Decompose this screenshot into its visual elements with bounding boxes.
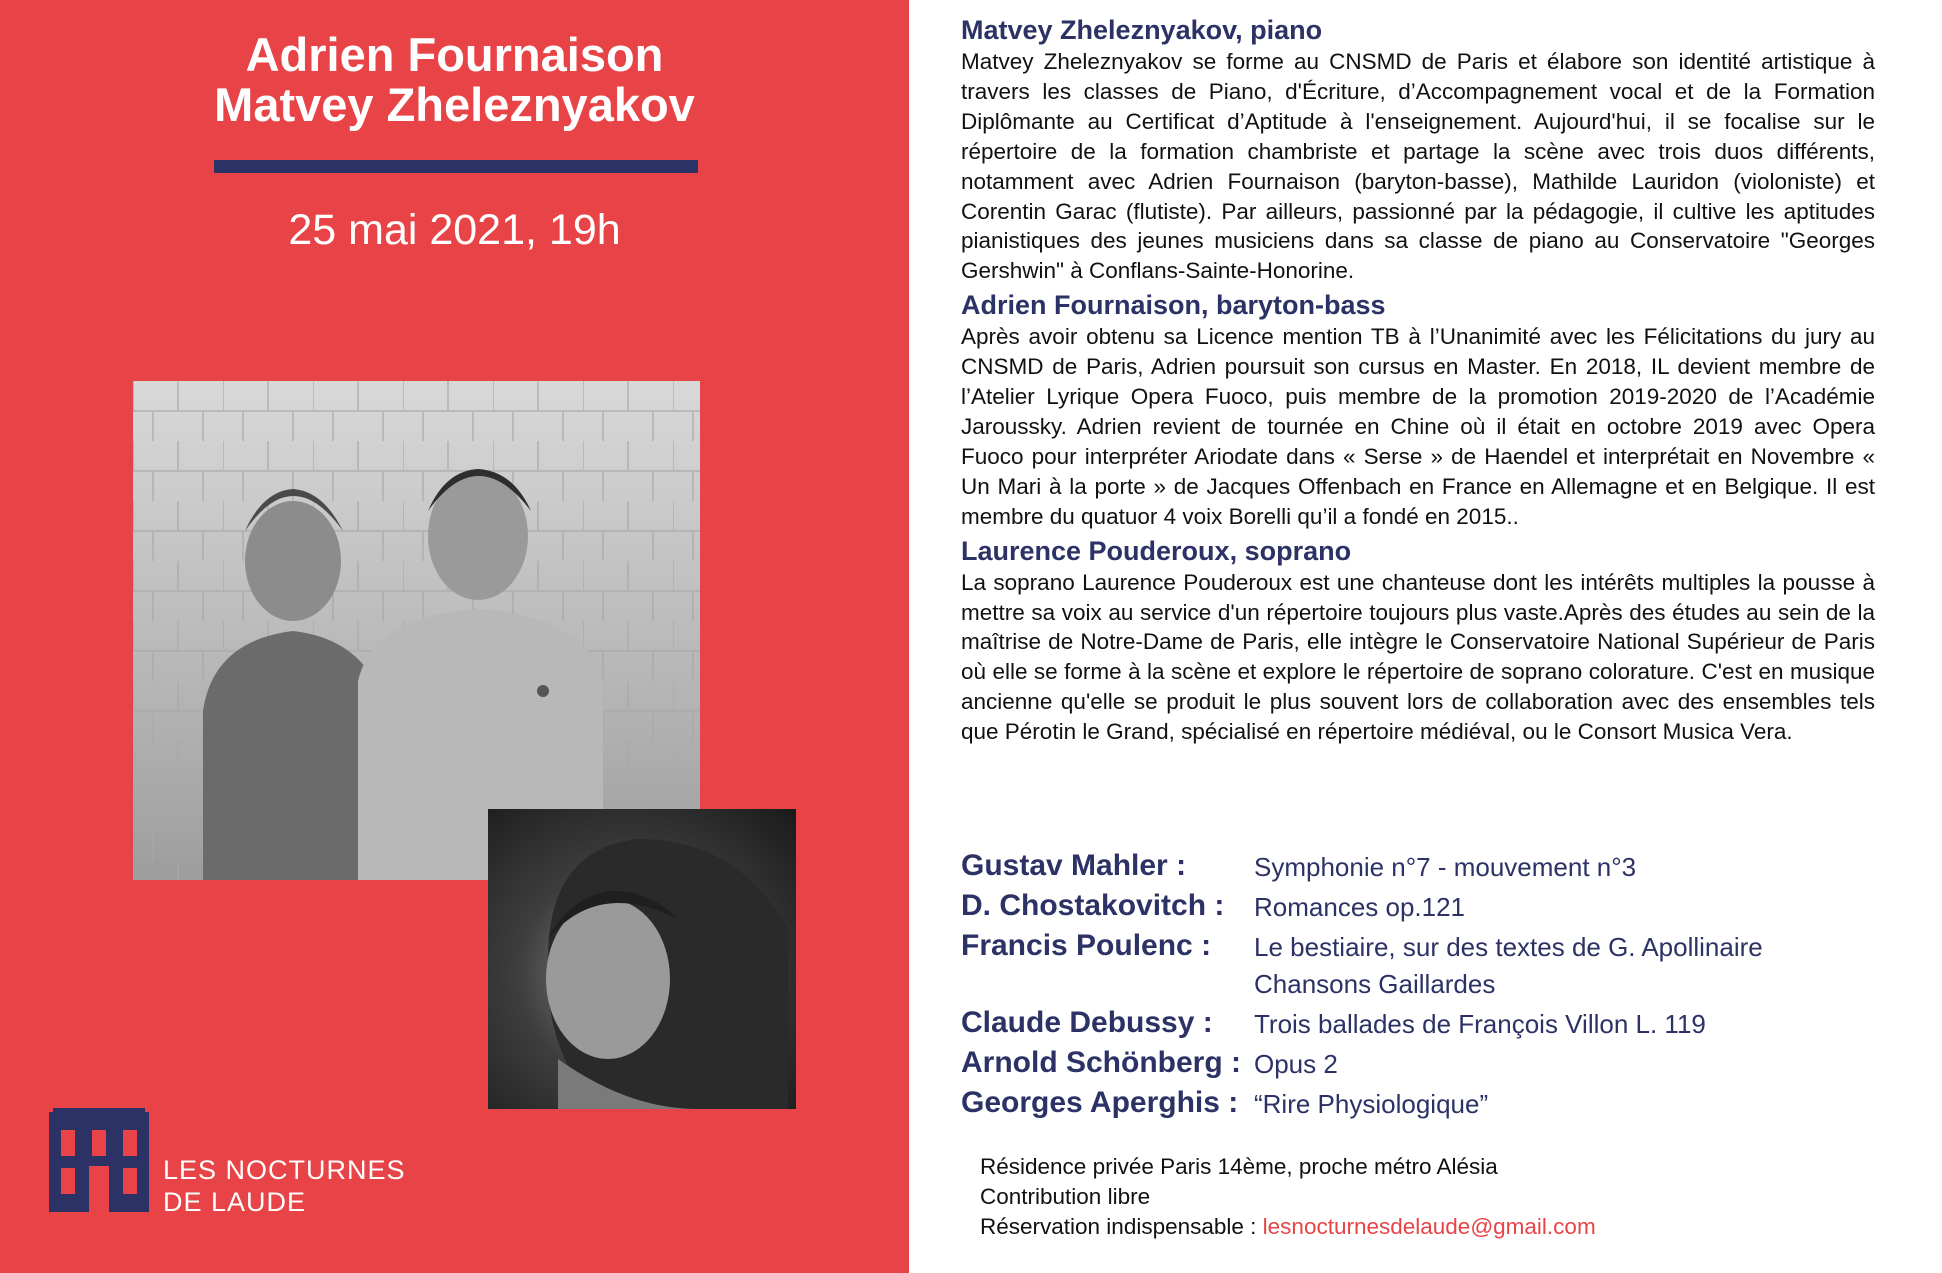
event-title: [0, 30, 909, 130]
soprano-photo-illustration: [488, 809, 796, 1109]
work-title: “Rire Physiologique”: [1254, 1089, 1489, 1119]
work-list: [1254, 926, 1763, 1003]
work-title: Chansons Gaillardes: [1254, 969, 1496, 999]
bio-heading: Laurence Pouderoux, soprano: [961, 535, 1352, 566]
bio-section: [961, 289, 1875, 531]
work-list: [1254, 1003, 1706, 1043]
concert-program: [961, 846, 1891, 1123]
work-title: Opus 2: [1254, 1049, 1338, 1079]
bio-section: [961, 14, 1875, 286]
logo-wordmark: [163, 1154, 406, 1218]
program-item: [961, 886, 1891, 926]
bio-heading: Matvey Zheleznyakov, piano: [961, 15, 1323, 45]
practical-info: [980, 1152, 1596, 1242]
left-panel: [0, 0, 909, 1273]
contribution-line: Contribution libre: [980, 1184, 1151, 1209]
composer-name: Arnold Schönberg :: [961, 1046, 1241, 1079]
work-title: Le bestiaire, sur des textes de G. Apollinaire: [1254, 932, 1763, 962]
work-title: Trois ballades de François Villon L. 119: [1254, 1009, 1706, 1039]
title-divider: [214, 160, 698, 173]
work-list: [1254, 1083, 1488, 1123]
duo-photo-illustration: [133, 381, 700, 880]
program-item: [961, 846, 1891, 886]
title-line-1: Adrien Fournaison: [245, 28, 664, 81]
program-item: [961, 1083, 1891, 1123]
biographies: [961, 14, 1875, 750]
bio-text: La soprano Laurence Pouderoux est une chanteuse dont les intérêts multiples la pousse à mettre sa voix au service d'un répertoire toujours plus vaste.Après des études au sein de la maîtrise de Notre-Dame de Paris, elle intègre le Conservatoire National Supérieur de Paris où elle se forme à la scène et explore le répertoire de soprano colorature. C'est en musique ancienne qu'elle se produit le plus souvent lors de collaboration avec des ensembles tels que Pérotin le Grand, spécialisé en répertoire médiéval, ou le Consort Musica Vera.: [961, 569, 1875, 745]
reservation-line: [980, 1212, 1596, 1242]
logo-line-1: LES NOCTURNES: [163, 1155, 406, 1185]
composer-name: D. Chostakovitch :: [961, 889, 1225, 922]
program-item: [961, 926, 1891, 1003]
work-list: [1254, 886, 1465, 926]
reservation-label: Réservation indispensable :: [980, 1214, 1263, 1239]
bio-heading: Adrien Fournaison, baryton-bass: [961, 290, 1386, 321]
program-item: [961, 1043, 1891, 1083]
work-list: [1254, 1043, 1338, 1083]
composer-name: Georges Aperghis :: [961, 1086, 1239, 1119]
event-date: 25 mai 2021, 19h: [288, 206, 621, 254]
email-link[interactable]: lesnocturnesdelaude@gmail.com: [1262, 1214, 1596, 1239]
soprano-photo: [488, 809, 796, 1109]
work-title: Romances op.121: [1254, 892, 1466, 922]
program-item: [961, 1003, 1891, 1043]
composer-name: Gustav Mahler :: [961, 849, 1187, 882]
composer-name: Claude Debussy :: [961, 1006, 1213, 1039]
bio-text: Matvey Zheleznyakov se forme au CNSMD de Paris et élabore son identité artistique à travers les classes de Piano, d'Écriture, d’Accompagnement vocal et de la Formation Diplômante au Certificat d’Aptitude à l'enseignement. Aujourd'hui, il se focalise sur le répertoire de la formation chambriste et partage la scène avec trois duos différents, notamment avec Adrien Fournaison (baryton-basse), Mathilde Lauridon (violoniste) et Corentin Garac (flutiste). Par ailleurs, passionné par la pédagogie, il cultive les aptitudes pianistiques des jeunes musiciens dans sa classe de piano au Conservatoire "Georges Gershwin" à Conflans-Sainte-Honorine.: [961, 49, 1875, 284]
duo-photo: [133, 381, 700, 880]
venue-line: Résidence privée Paris 14ème, proche métro Alésia: [980, 1154, 1498, 1179]
work-title: Symphonie n°7 - mouvement n°3: [1254, 852, 1637, 882]
composer-name: Francis Poulenc :: [961, 929, 1212, 962]
bio-section: [961, 535, 1875, 747]
work-list: [1254, 846, 1636, 886]
house-icon: [49, 1108, 149, 1212]
bio-text: Après avoir obtenu sa Licence mention TB à l’Unanimité avec les Félicitations du jury au CNSMD de Paris, Adrien poursuit son cursus en Master. En 2018, IL devient membre de l’Atelier Lyrique Opera Fuoco, puis membre de la promotion 2019-2020 de l’Académie Jaroussky. Adrien revient de tournée en Chine où il était en octobre 2019 avec Opera Fuoco pour interpréter Ariodate dans « Serse » de Haendel et interprétait en Novembre « Un Mari à la porte » de Jacques Offenbach en France en Allemagne et en Belgique. Il est membre du quatuor 4 voix Borelli qu’il a fondé en 2015..: [961, 324, 1875, 529]
title-line-2: Matvey Zheleznyakov: [214, 78, 695, 131]
logo-line-2: DE LAUDE: [163, 1187, 307, 1217]
